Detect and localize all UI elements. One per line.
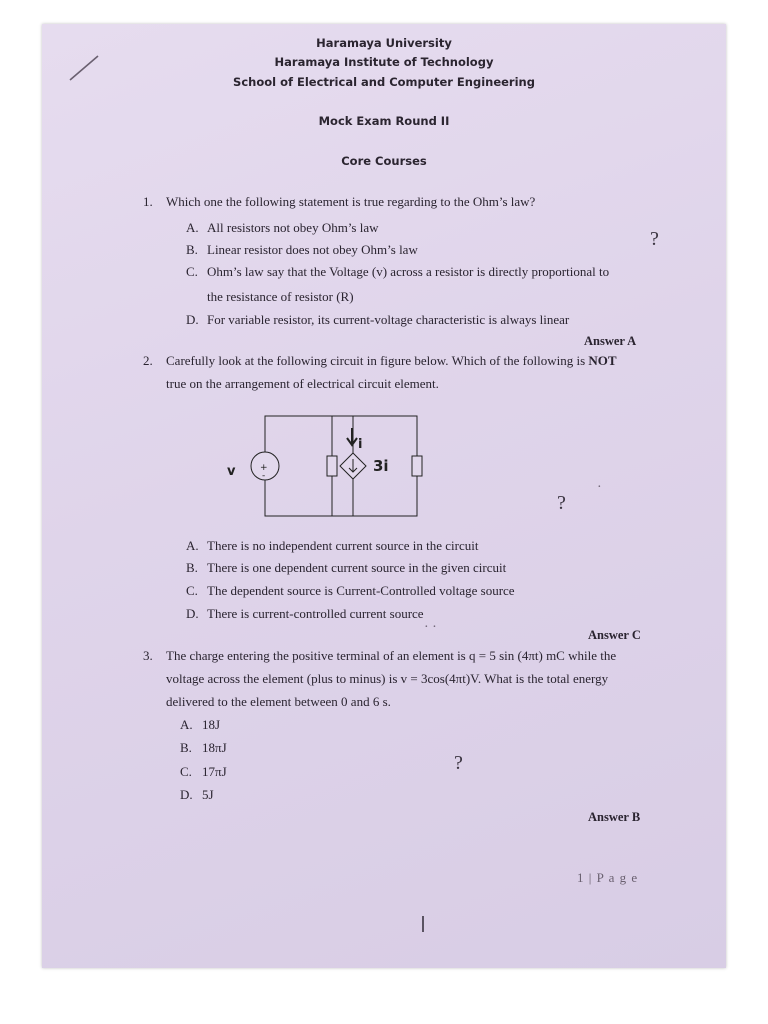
q1-option-c-text: Ohm’s law say that the Voltage (v) across a resistor is directly proportional to [207,264,610,279]
ink-dots: · · [424,620,437,635]
exam-title: Mock Exam Round II [318,114,450,128]
ink-dot: · [597,480,602,495]
exam-page [42,24,726,968]
question-3-line2: voltage across the element (plus to minus) is v = 3cos(4πt)V. What is the total energy [166,671,609,686]
handwritten-question-mark-3: ? [454,752,463,774]
q2-option-a-letter: A. [186,538,199,553]
q3-option-a-letter: A. [180,717,193,732]
q2-option-b-letter: B. [186,560,198,575]
q3-option-c-letter: C. [180,764,192,779]
q3-option-c-text: 17πJ [202,764,227,779]
q3-option-a-text: 18J [202,717,221,732]
question-2-number: 2. [143,353,153,368]
q2-option-c-letter: C. [186,583,198,598]
institute-name: Haramaya Institute of Technology [274,55,494,69]
dependent-source-label: 3i [373,457,389,475]
source-label-v: v [227,464,236,479]
q2-option-d-text: There is current-controlled current source [207,606,424,621]
q1-option-b-text: Linear resistor does not obey Ohm’s law [207,242,418,257]
svg-text:+: + [260,463,268,473]
school-name: School of Electrical and Computer Engineering [233,75,535,89]
svg-text:-: - [262,471,266,481]
q2-option-b-text: There is one dependent current source in the given circuit [207,560,507,575]
q2-option-a-text: There is no independent current source in the circuit [207,538,479,553]
question-1-number: 1. [143,194,153,209]
q2-not-emphasis: NOT [588,353,617,368]
q1-option-c-continuation: the resistance of resistor (R) [207,289,354,304]
q3-option-d-text: 5J [202,787,214,802]
question-3-line3: delivered to the element between 0 and 6 s. [166,694,391,709]
q3-option-b-text: 18πJ [202,740,227,755]
q1-option-b-letter: B. [186,242,198,257]
handwritten-question-mark-2: ? [557,492,566,514]
handwritten-question-mark: ? [650,228,659,250]
current-label-i: i [358,437,363,452]
circuit-figure [202,410,442,522]
question-2-text-line2: true on the arrangement of electrical circuit element. [166,376,439,391]
q3-option-b-letter: B. [180,740,192,755]
q3-answer: Answer B [588,810,641,824]
question-3-line1: The charge entering the positive terminal of an element is q = 5 sin (4πt) mC while the [166,648,617,663]
q3-option-d-letter: D. [180,787,193,802]
q2-option-c-text: The dependent source is Current-Controlled voltage source [207,583,515,598]
q1-option-c-letter: C. [186,264,198,279]
question-2-text: Carefully look at the following circuit in figure below. Which of the following is NOT [166,353,617,368]
q2-option-d-letter: D. [186,606,199,621]
q1-option-a-letter: A. [186,220,199,235]
pen-tick-mark [418,914,428,936]
resistor-2 [412,456,422,476]
q1-option-a-text: All resistors not obey Ohm’s law [207,220,379,235]
q1-option-d-text: For variable resistor, its current-voltage characteristic is always linear [207,312,570,327]
q2-answer: Answer C [588,628,641,642]
exam-subtitle: Core Courses [341,154,427,168]
question-1-text: Which one the following statement is true regarding to the Ohm’s law? [166,194,536,209]
page-number: 1 | P a g e [577,870,639,885]
q1-answer: Answer A [584,334,637,348]
university-name: Haramaya University [316,36,452,50]
question-3-number: 3. [143,648,153,663]
q1-option-d-letter: D. [186,312,199,327]
resistor-1 [327,456,337,476]
